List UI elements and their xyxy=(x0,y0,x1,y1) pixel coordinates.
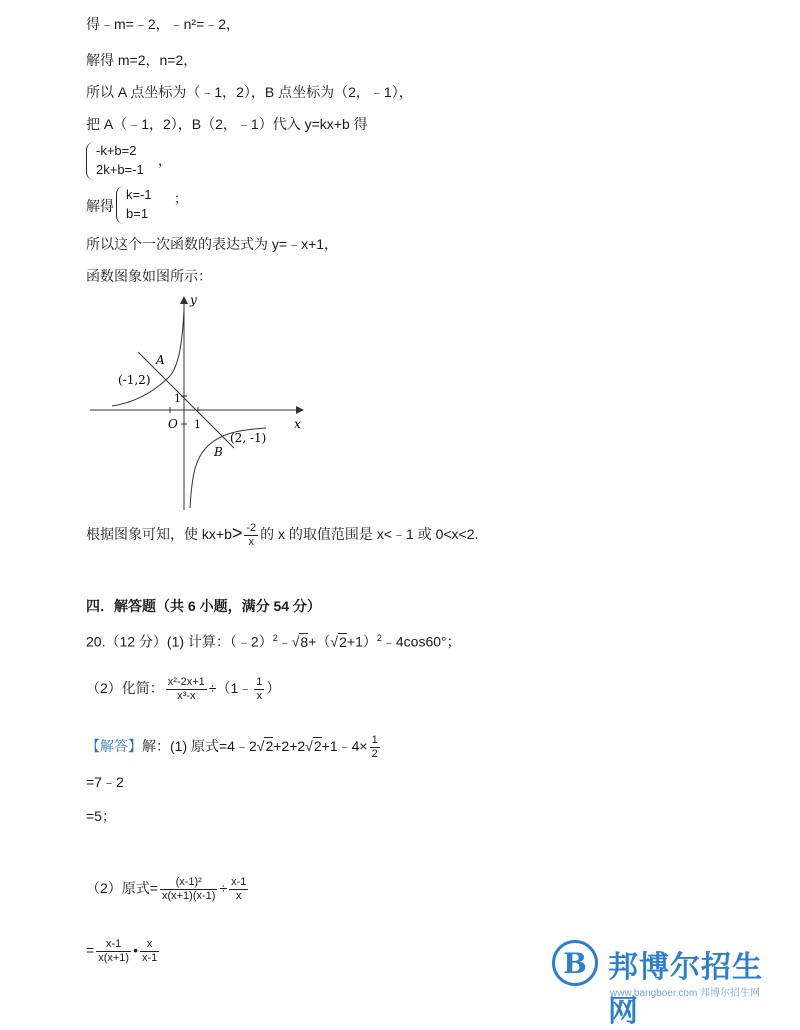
system-tail: ； xyxy=(174,191,188,206)
solve-prefix: 解得 xyxy=(86,198,114,214)
fraction: $\frac{-2}{x}$ xyxy=(246,522,257,548)
line-7: 根据图象可知，使 kx+b> $\frac{-2}{x}$ 的 x 的取值范围是 x<﹣1 或 0<x<2. xyxy=(86,522,479,548)
answer-tag: 【解答】 xyxy=(86,738,142,755)
system-row: 2k+b=-1 xyxy=(96,162,144,177)
tick-label-y: 1 xyxy=(174,392,181,405)
fraction: $\frac{1}{x}$ xyxy=(256,676,263,702)
line-4: 把 A（﹣1，2），B（2，﹣1）代入 y=kx+b 得 xyxy=(86,116,368,132)
system-row: k=-1 xyxy=(126,187,152,202)
fraction: $\frac{\text{(x-1)²}}{x(x+1)(x-1)}$ xyxy=(161,876,216,902)
logo-subtext: www.bangboer.com 邦博尔招生网 xyxy=(610,988,761,999)
answer-line-1: 【解答】解：(1) 原式=4﹣2√2+2+2√2+1﹣4× $\frac{1}{2}$ xyxy=(86,734,378,760)
fraction: $\frac{1}{2}$ xyxy=(371,734,378,760)
answer-line-3: =5； xyxy=(86,808,116,824)
site-logo xyxy=(552,940,792,1029)
point-b-label: B xyxy=(214,445,223,459)
tick-label-x: 1 xyxy=(194,418,201,431)
line-6: 函数图象如图所示： xyxy=(86,268,212,284)
fraction: $\frac{x-1}{x}$ xyxy=(231,876,247,902)
point-a-label: A xyxy=(156,353,165,367)
fraction: $\frac{x-1}{x(x+1)}$ xyxy=(98,938,130,964)
line-5: 所以这个一次函数的表达式为 y=﹣x+1， xyxy=(86,236,339,252)
question-20-part-2: （2）化简： $\frac{\text{x²-2x+1}}{\text{x³-x}}$ ÷（1﹣ $\frac{1}{x}$ ） xyxy=(86,676,281,702)
system-row: -k+b=2 xyxy=(96,143,137,158)
fraction: $\frac{\text{x²-2x+1}}{\text{x³-x}}$ xyxy=(167,676,205,702)
system-tail: ， xyxy=(158,153,172,168)
fraction: $\frac{x}{x-1}$ xyxy=(141,938,158,964)
linear-function-line xyxy=(138,352,234,448)
line-1: 得﹣m=﹣2，﹣n²=﹣2， xyxy=(86,16,241,32)
question-20: 20.（12 分）(1) 计算：$(﹣2)^2﹣√8+(√2+1)^2﹣4\cos 60^\circ$； xyxy=(86,633,461,650)
logo-badge-icon: B xyxy=(552,940,598,986)
system-row: b=1 xyxy=(126,206,149,221)
point-b-coord: (2, -1) xyxy=(230,431,267,445)
line-2: 解得 m=2，n=2， xyxy=(86,52,198,68)
line-3: 所以 A 点坐标为（﹣1，2），B 点坐标为（2，﹣1）， xyxy=(86,84,413,100)
part-2-line-2: = $\frac{x-1}{x(x+1)}$ • $\frac{x}{x-1}$ xyxy=(86,938,158,964)
x-axis-label: x xyxy=(294,417,301,431)
y-axis-label: y xyxy=(190,293,197,307)
x-axis-arrow xyxy=(296,406,304,414)
part-2-line-1: （2）原式= $\frac{\text{(x-1)²}}{x(x+1)(x-1)}$ ÷ $\frac{x-1}{x}$ xyxy=(86,876,247,902)
origin-label: O xyxy=(168,417,178,431)
logo-text: 邦博尔招生网 xyxy=(608,950,763,1029)
section-title: 四．解答题（共 6 小题，满分 54 分） xyxy=(86,598,321,614)
answer-line-2: =7﹣2 xyxy=(86,774,124,790)
point-a-coord: (-1,2) xyxy=(118,373,151,387)
y-axis-arrow xyxy=(180,296,188,304)
function-graph xyxy=(86,290,306,515)
